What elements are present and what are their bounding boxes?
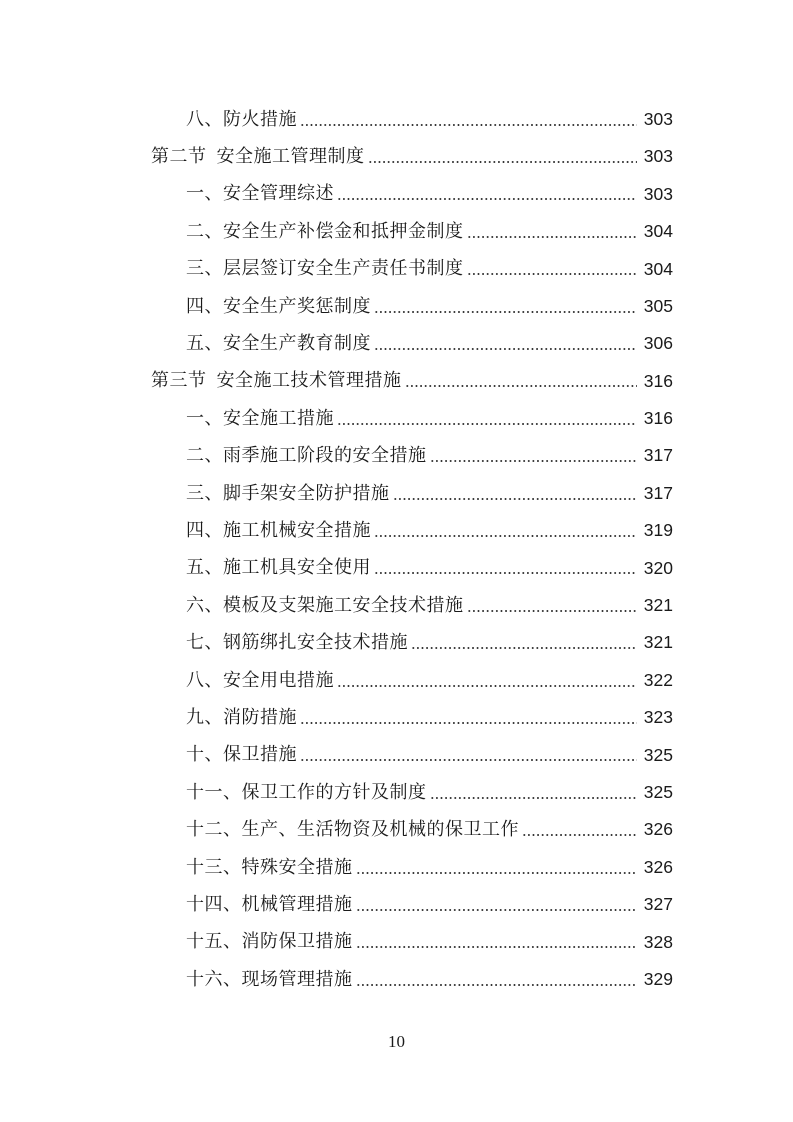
toc-dot-leader	[467, 236, 638, 238]
toc-entry[interactable]	[0, 699, 793, 736]
toc-entry-label: 八、防火措施	[186, 108, 297, 130]
toc-entry[interactable]	[0, 737, 793, 774]
toc-page-number: 328	[643, 931, 673, 952]
toc-page-number: 304	[643, 258, 673, 279]
toc-entry-label	[151, 148, 365, 166]
toc-page-number: 329	[643, 968, 673, 989]
toc-page-number: 316	[643, 408, 673, 429]
toc-entry-label: 十、保卫措施	[186, 744, 297, 766]
toc-entry[interactable]	[0, 213, 793, 250]
toc-entry-label: 三、层层签订安全生产责任书制度	[186, 258, 464, 280]
toc-entry-label: 十二、生产、生活物资及机械的保卫工作	[186, 819, 519, 841]
toc-dot-leader	[356, 946, 638, 948]
toc-entry[interactable]	[0, 438, 793, 475]
toc-dot-leader	[467, 610, 638, 612]
toc-dot-leader	[300, 759, 637, 761]
toc-dot-leader	[467, 273, 638, 275]
toc-dot-leader	[522, 834, 637, 836]
toc-page-number: 321	[643, 595, 673, 616]
toc-page-number: 321	[643, 632, 673, 653]
toc-dot-leader	[374, 572, 637, 574]
toc-entry[interactable]	[0, 587, 793, 624]
toc-page-number: 304	[643, 221, 673, 242]
toc-entry-label: 四、安全生产奖惩制度	[186, 295, 371, 317]
toc-entry[interactable]	[0, 624, 793, 661]
toc-dot-leader	[337, 685, 637, 687]
toc-entry-label: 一、安全管理综述	[186, 183, 334, 205]
toc-entry-label: 八、安全用电措施	[186, 669, 334, 691]
toc-entry-label: 一、安全施工措施	[186, 407, 334, 429]
toc-page-number: 316	[643, 370, 673, 391]
toc-entry[interactable]	[0, 251, 793, 288]
toc-entry-label: 二、安全生产补偿金和抵押金制度	[186, 220, 464, 242]
toc-entry[interactable]	[0, 550, 793, 587]
toc-dot-leader	[368, 161, 638, 163]
toc-entry-label	[151, 372, 402, 390]
toc-entry-label: 十三、特殊安全措施	[186, 856, 353, 878]
toc-dot-leader	[430, 797, 638, 799]
toc-dot-leader	[374, 311, 637, 313]
toc-dot-leader	[300, 722, 637, 724]
toc-page-number: 319	[643, 520, 673, 541]
toc-entry[interactable]	[0, 774, 793, 811]
toc-page-number: 326	[643, 856, 673, 877]
toc-entry-label: 十一、保卫工作的方针及制度	[186, 781, 427, 803]
toc-page-number: 327	[643, 894, 673, 915]
toc-entry-label: 四、施工机械安全措施	[186, 519, 371, 541]
toc-entry[interactable]	[0, 400, 793, 437]
toc-page-number: 325	[643, 781, 673, 802]
toc-entry[interactable]	[0, 961, 793, 998]
toc-entry[interactable]	[0, 288, 793, 325]
toc-dot-leader	[300, 124, 637, 126]
toc-page-number: 317	[643, 482, 673, 503]
toc-dot-leader	[411, 647, 637, 649]
toc-entry-label: 七、钢筋绑扎安全技术措施	[186, 632, 408, 654]
toc-dot-leader	[430, 460, 638, 462]
page-number: 10	[388, 1032, 405, 1051]
toc-dot-leader	[356, 872, 638, 874]
toc-section-title: 安全施工管理制度	[216, 146, 365, 168]
toc-entry[interactable]	[0, 101, 793, 138]
table-of-contents	[0, 101, 793, 998]
toc-page-number: 303	[643, 146, 673, 167]
toc-page-number: 323	[643, 707, 673, 728]
toc-entry-label: 九、消防措施	[186, 706, 297, 728]
toc-page-number: 303	[643, 108, 673, 129]
toc-dot-leader	[405, 385, 638, 387]
toc-entry-label: 五、安全生产教育制度	[186, 333, 371, 355]
toc-page-number: 320	[643, 557, 673, 578]
toc-page-number: 326	[643, 819, 673, 840]
toc-entry[interactable]	[0, 811, 793, 848]
toc-page-number: 306	[643, 333, 673, 354]
toc-entry[interactable]	[0, 512, 793, 549]
toc-entry[interactable]	[0, 475, 793, 512]
toc-dot-leader	[374, 348, 637, 350]
toc-entry[interactable]	[0, 325, 793, 362]
toc-entry-label: 五、施工机具安全使用	[186, 557, 371, 579]
toc-entry[interactable]	[0, 886, 793, 923]
toc-dot-leader	[337, 198, 637, 200]
toc-entry-label: 十五、消防保卫措施	[186, 931, 353, 953]
toc-section-entry[interactable]	[0, 363, 793, 400]
toc-entry[interactable]	[0, 849, 793, 886]
toc-entry-label: 二、雨季施工阶段的安全措施	[186, 445, 427, 467]
toc-section-title: 安全施工技术管理措施	[216, 370, 402, 392]
toc-section-entry[interactable]	[0, 138, 793, 175]
toc-entry-label: 三、脚手架安全防护措施	[186, 482, 390, 504]
toc-page-number: 317	[643, 445, 673, 466]
toc-dot-leader	[356, 984, 638, 986]
toc-page-number: 322	[643, 669, 673, 690]
toc-dot-leader	[393, 498, 638, 500]
toc-entry[interactable]	[0, 176, 793, 213]
toc-entry-label: 六、模板及支架施工安全技术措施	[186, 594, 464, 616]
toc-entry[interactable]	[0, 662, 793, 699]
toc-page-number: 303	[643, 183, 673, 204]
toc-entry-label: 十四、机械管理措施	[186, 893, 353, 915]
toc-entry[interactable]	[0, 924, 793, 961]
toc-entry-label: 十六、现场管理措施	[186, 968, 353, 990]
toc-dot-leader	[374, 535, 637, 537]
toc-page-number: 305	[643, 295, 673, 316]
toc-page-number: 325	[643, 744, 673, 765]
toc-dot-leader	[356, 909, 638, 911]
toc-section-number: 第三节	[151, 370, 207, 392]
toc-section-number: 第二节	[151, 146, 207, 168]
toc-dot-leader	[337, 423, 637, 425]
